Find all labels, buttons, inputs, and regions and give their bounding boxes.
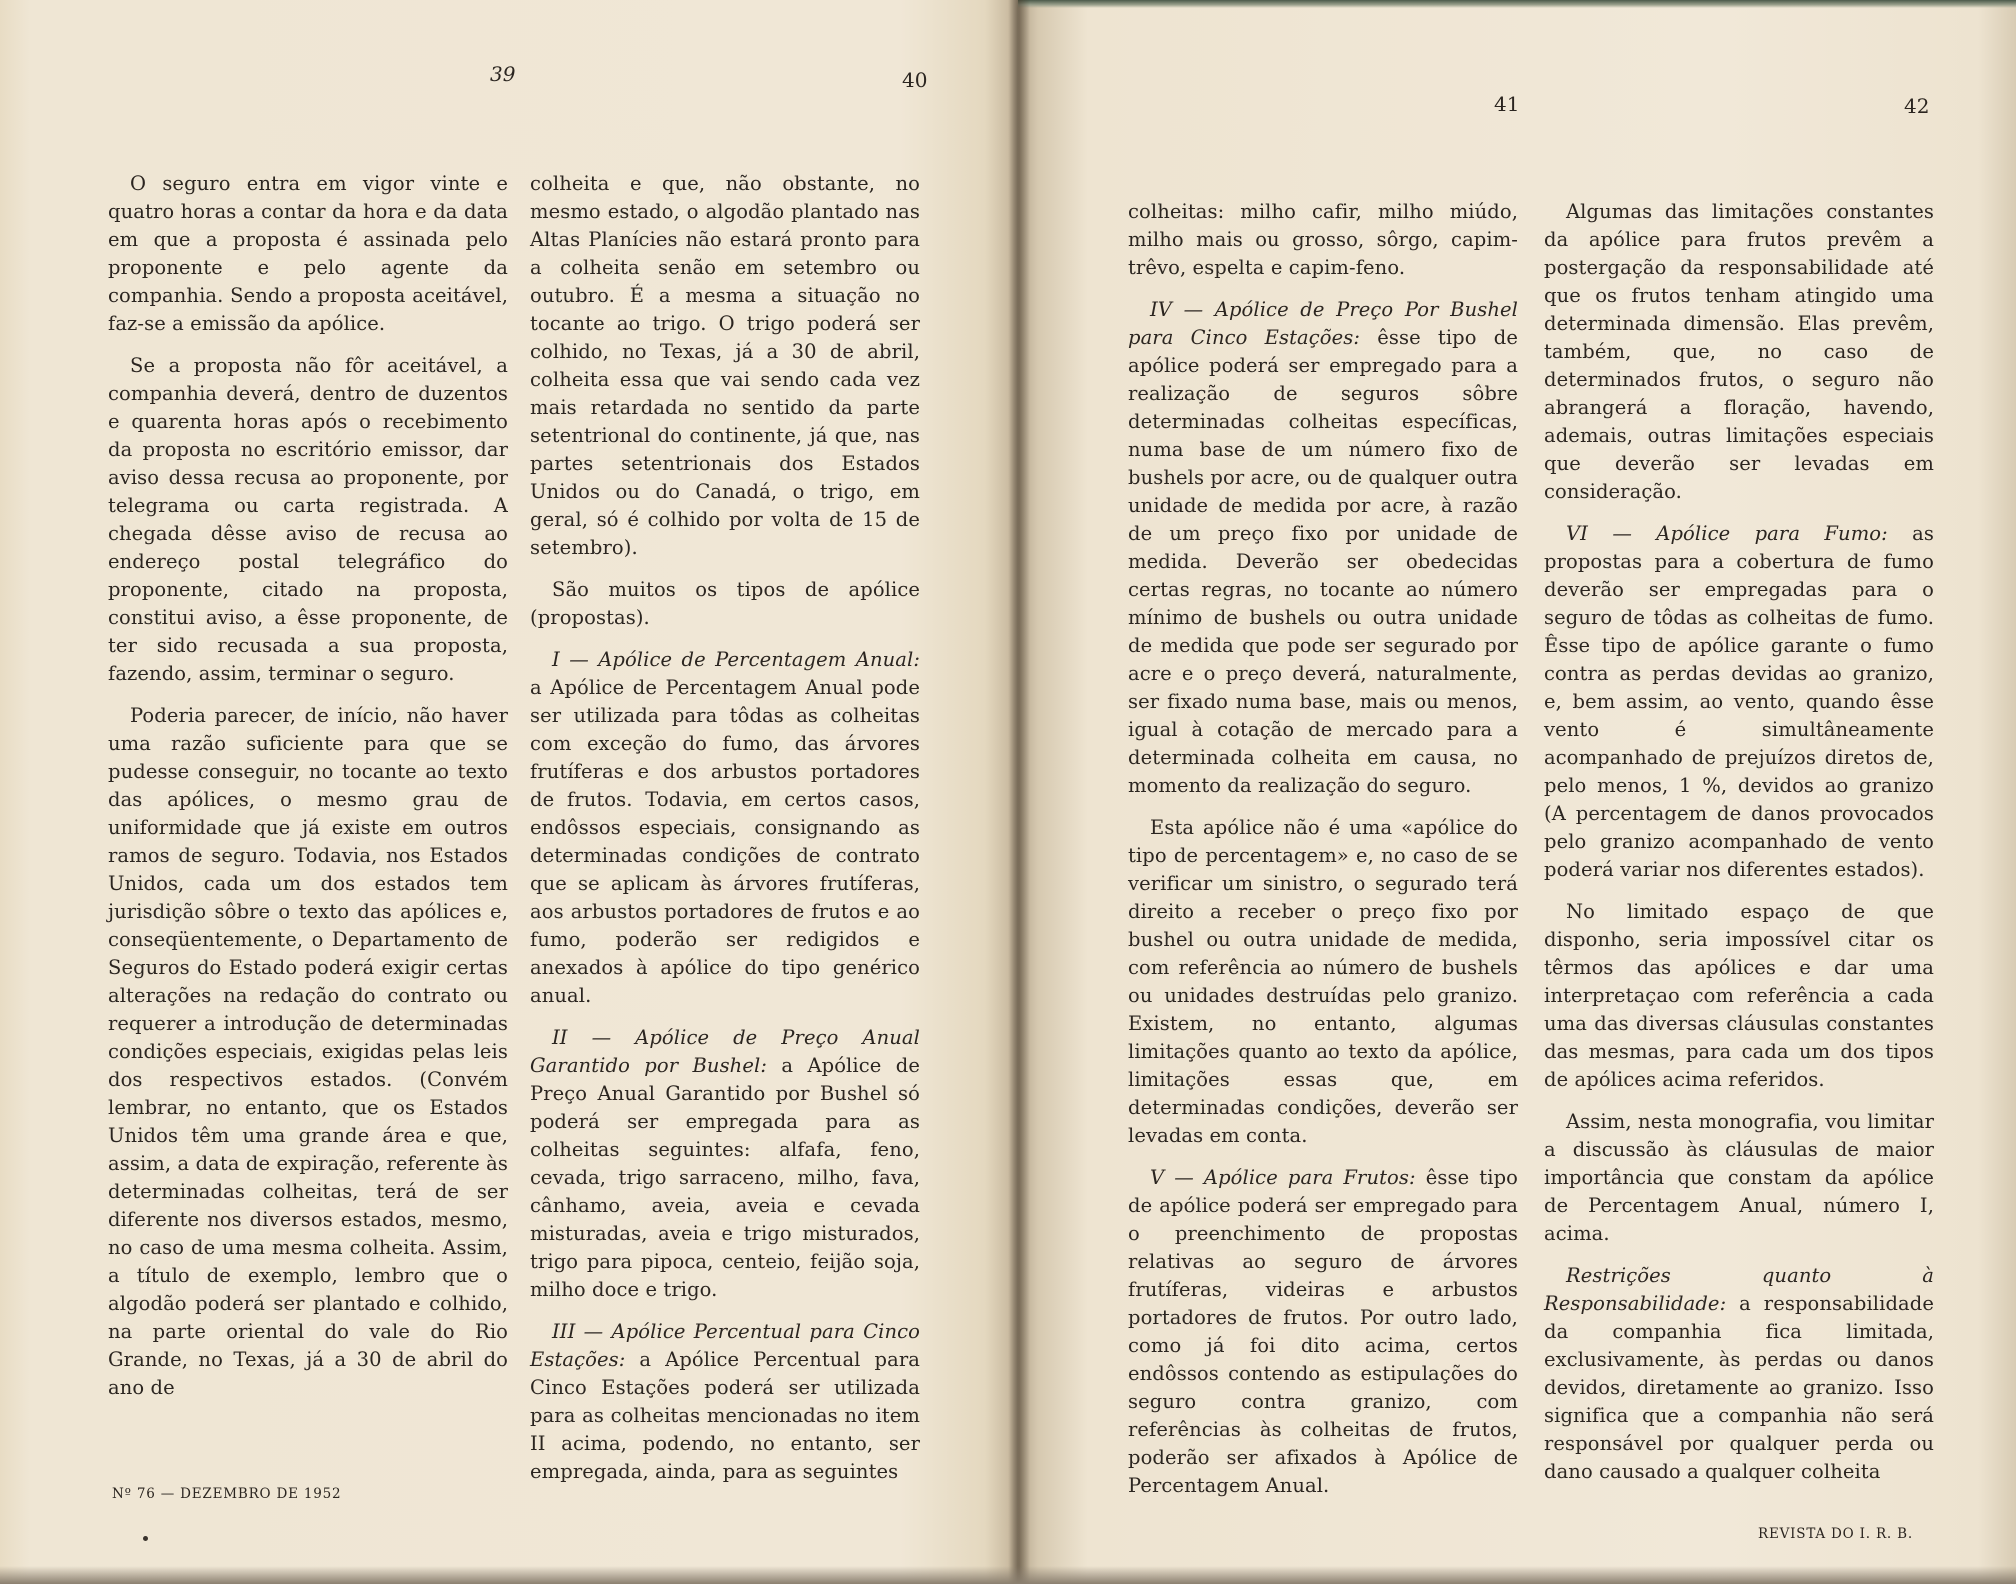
footer-issue-date: Nº 76 — DEZEMBRO DE 1952 <box>112 1486 342 1502</box>
paragraph: Assim, nesta monografia, vou limitar a discussão às cláusulas de maior importância que constam da apólice de Percentagem Anual, número I, acima. <box>1544 1110 1934 1245</box>
top-edge-shadow <box>1018 0 2016 8</box>
bottom-edge-shadow <box>0 1566 2016 1584</box>
paragraph: Se a proposta não fôr aceitável, a companhia deverá, dentro de duzentos e quarenta horas após o recebimento da proposta no escritório emissor, dar aviso dessa recusa ao proponente, por telegrama ou carta registrada. A chegada dêsse aviso de recusa ao endereço postal telegráfico do proponente, citado na proposta, constitui aviso, a êsse proponente, de ter sido recusada a sua proposta, fazendo, assim, terminar o seguro. <box>108 354 508 685</box>
page-number-40: 40 <box>902 68 928 92</box>
column-page-41 <box>1128 198 1518 1500</box>
section-heading: I — Apólice de Percentagem Anual: <box>552 648 920 671</box>
column-page-39 <box>108 170 508 1402</box>
paragraph-body: a Apólice de Preço Anual Garantido por Bushel só poderá ser empregada para as colheitas seguintes: alfafa, feno, cevada, trigo sarraceno, milho, fava, cânhamo, aveia, aveia e cevada misturadas, aveia e trigo misturados, trigo para pipoca, centeio, feijão soja, milho doce e trigo. <box>530 1054 920 1301</box>
book-gutter <box>1008 0 1030 1584</box>
paragraph: O seguro entra em vigor vinte e quatro horas a contar da hora e da data em que a proposta é assinada pelo proponente e pelo agente da companhia. Sendo a proposta aceitável, faz-se a emissão da apólice. <box>108 172 508 335</box>
page-number-39: 39 <box>490 62 516 86</box>
page-number-41: 41 <box>1494 92 1520 116</box>
section-heading: VI — Apólice para Fumo: <box>1566 522 1888 545</box>
paragraph-body: a responsabilidade da companhia fica limitada, exclusivamente, às perdas ou danos devidos, diretamente ao granizo. Isso significa que a companhia não será responsável por qualquer perda ou dano causado a qualquer colheita <box>1544 1292 1934 1483</box>
footer-publication-name: REVISTA DO I. R. B. <box>1758 1526 1913 1542</box>
paragraph: colheitas: milho cafir, milho miúdo, milho mais ou grosso, sôrgo, capim-trêvo, espelta e capim-feno. <box>1128 200 1518 279</box>
paragraph <box>530 1024 920 1304</box>
paragraph-body: a Apólice Percentual para Cinco Estações poderá ser utilizada para as colheitas mencionadas no item II acima, podendo, no entanto, ser empregada, ainda, para as seguintes <box>530 1348 920 1483</box>
paragraph: Esta apólice não é uma «apólice do tipo de percentagem» e, no caso de se verificar um sinistro, o segurado terá direito a receber o preço fixo por bushel ou outra unidade de medida, com referência ao número de bushels ou unidades destruídas pelo granizo. Existem, no entanto, algumas limitações quanto ao texto da apólice, limitações essas que, em determinadas condições, deverão ser levadas em conta. <box>1128 816 1518 1147</box>
page-number-42: 42 <box>1904 94 1930 118</box>
column-page-40 <box>530 170 920 1486</box>
section-heading: II — Apólice de Preço Anual Garantido por Bushel: <box>530 1026 920 1077</box>
paragraph-body: êsse tipo de apólice poderá ser empregado para o preenchimento de propostas relativas ao seguro de árvores frutíferas, videiras e arbustos portadores de frutos. Por outro lado, como já foi dito acima, certos endôssos contendo as estipulações do seguro contra granizo, com referências às colheitas de frutos, poderão ser afixados à Apólice de Percentagem Anual. <box>1128 1166 1518 1497</box>
paragraph: São muitos os tipos de apólice (propostas). <box>530 578 920 629</box>
section-heading: III — Apólice Percentual para Cinco Estações: <box>530 1320 920 1371</box>
paragraph-body: êsse tipo de apólice poderá ser empregado para a realização de seguros sôbre determinadas colheitas específicas, numa base de um número fixo de bushels por acre, ou de qualquer outra unidade de medida por acre, à razão de um preço fixo por unidade de medida. Deverão ser obedecidas certas regras, no tocante ao número mínimo de bushels ou outra unidade de medida que pode ser segurado por acre e o preço deverá, naturalmente, ser fixado numa base, mais ou menos, igual à cotação de mercado para a determinada colheita em causa, no momento da realização do seguro. <box>1128 326 1518 797</box>
paragraph <box>1128 1164 1518 1500</box>
paragraph <box>1544 520 1934 884</box>
column-page-42 <box>1544 198 1934 1486</box>
paragraph-body: as propostas para a cobertura de fumo deverão ser empregadas para o seguro de tôdas as colheitas de fumo. Êsse tipo de apólice garante o fumo contra as perdas devidas ao granizo, e, bem assim, ao vento, quando êsse vento é simultâneamente acompanhado de prejuízos diretos de, pelo menos, 1 %, devidos ao granizo (A percentagem de danos provocados pelo granizo acompanhado de vento poderá variar nos diferentes estados). <box>1544 522 1934 881</box>
paragraph <box>1128 296 1518 800</box>
paragraph <box>1544 1262 1934 1486</box>
section-heading: Restrições quanto à Responsabilidade: <box>1544 1264 1934 1315</box>
paragraph: No limitado espaço de que disponho, seria impossível citar os têrmos das apólices e dar uma interpretaçao com referência a cada uma das diversas cláusulas constantes das mesmas, para cada um dos tipos de apólices acima referidos. <box>1544 900 1934 1091</box>
section-heading: V — Apólice para Frutos: <box>1150 1166 1416 1189</box>
paragraph-body: a Apólice de Percentagem Anual pode ser utilizada para tôdas as colheitas com exceção do fumo, das árvores frutíferas e dos arbustos portadores de frutos. Todavia, em certos casos, endôssos especiais, consignando as determinadas condições de contrato que se aplicam às árvores frutíferas, aos arbustos portadores de frutos e ao fumo, poderão ser redigidos e anexados à apólice do tipo genérico anual. <box>530 676 920 1007</box>
paragraph: colheita e que, não obstante, no mesmo estado, o algodão plantado nas Altas Planícies não estará pronto para a colheita senão em setembro ou outubro. É a mesma a situação no tocante ao trigo. O trigo poderá ser colhido, no Texas, já a 30 de abril, colheita essa que vai sendo cada vez mais retardada no sentido da parte setentrional do continente, já que, nas partes setentrionais dos Estados Unidos ou do Canadá, o trigo, em geral, só é colhido por volta de 15 de setembro). <box>530 172 920 559</box>
page-mark <box>143 1536 148 1541</box>
section-heading: IV — Apólice de Preço Por Bushel para Cinco Estações: <box>1128 298 1518 349</box>
paragraph <box>530 646 920 1010</box>
paragraph: Algumas das limitações constantes da apólice para frutos prevêm a postergação da responsabilidade até que os frutos tenham atingido uma determinada dimensão. Elas prevêm, também, que, no caso de determinados frutos, o seguro não abrangerá a floração, havendo, ademais, outras limitações especiais que deverão ser levadas em consideração. <box>1544 200 1934 503</box>
paragraph <box>530 1318 920 1486</box>
paragraph: Poderia parecer, de início, não haver uma razão suficiente para que se pudesse conseguir, no tocante ao texto das apólices, o mesmo grau de uniformidade que já existe em outros ramos de seguro. Todavia, nos Estados Unidos, cada um dos estados tem jurisdição sôbre o texto das apólices e, conseqüentemente, o Departamento de Seguros do Estado poderá exigir certas alterações na redação do contrato ou requerer a introdução de determinadas condições especiais, exigidas pelas leis dos respectivos estados. (Convém lembrar, no entanto, que os Estados Unidos têm uma grande área e que, assim, a data de expiração, referente às determinadas colheitas, terá de ser diferente nos diversos estados, mesmo, no caso de uma mesma colheita. Assim, a título de exemplo, lembro que o algodão poderá ser plantado e colhido, na parte oriental do vale do Rio Grande, no Texas, já a 30 de abril do ano de <box>108 704 508 1399</box>
